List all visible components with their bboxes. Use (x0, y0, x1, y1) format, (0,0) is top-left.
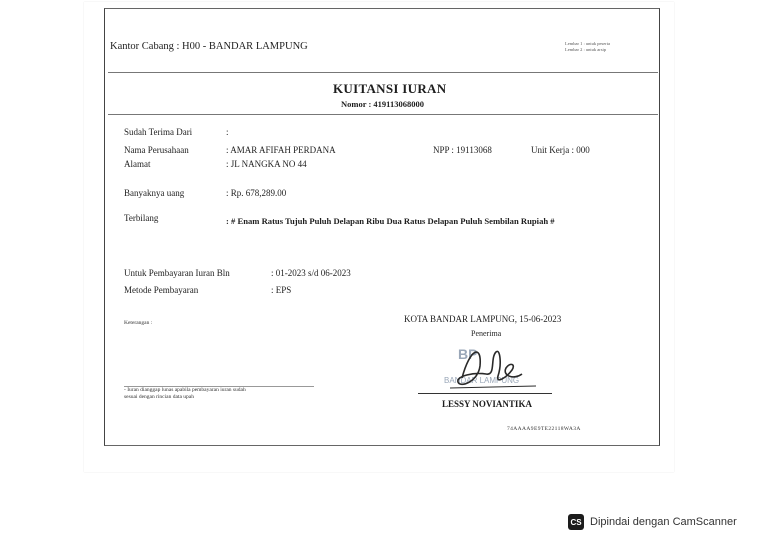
metode-label: Metode Pembayaran (124, 285, 199, 295)
untuk-pembayaran-value: : 01-2023 s/d 06-2023 (271, 268, 351, 278)
metode-value: : EPS (271, 285, 292, 295)
terbilang-label: Terbilang (124, 213, 159, 223)
stamp-text-bottom: BANDAR LAMPUNG (444, 376, 520, 385)
signature-icon (440, 338, 560, 400)
banyaknya-value: : Rp. 678,289.00 (226, 188, 287, 198)
note-line-2: sesuai dengan rincian data upah (124, 394, 194, 400)
camscanner-text: Dipindai dengan CamScanner (590, 516, 737, 528)
signature-line (418, 393, 552, 394)
untuk-pembayaran-label: Untuk Pembayaran Iuran Bln (124, 268, 230, 278)
note-line-1: - Iuran dianggap lunas apabila pembayaran iuran sudah (124, 387, 246, 393)
corner-note-1: Lembar 1 : untuk peserta (565, 41, 610, 46)
nama-perusahaan-value: : AMAR AFIFAH PERDANA (226, 145, 336, 155)
alamat-value: : JL NANGKA NO 44 (226, 159, 307, 169)
nama-perusahaan-label: Nama Perusahaan (124, 145, 189, 155)
camscanner-badge (560, 510, 756, 534)
title-divider (108, 114, 658, 115)
branch-office: Kantor Cabang : H00 - BANDAR LAMPUNG (110, 41, 308, 52)
receipt-title: KUITANSI IURAN (333, 81, 447, 96)
signer-name: LESSY NOVIANTIKA (442, 399, 532, 409)
receipt-border (104, 8, 660, 446)
alamat-label: Alamat (124, 159, 151, 169)
stamp-signature (440, 338, 560, 400)
unit-kerja-value: Unit Kerja : 000 (531, 145, 590, 155)
banyaknya-label: Banyaknya uang (124, 188, 185, 198)
receipt-number: Nomor : 419113068000 (341, 99, 424, 109)
print-code: 74AAAA9E9TE22118WA3A (507, 426, 581, 432)
note-divider (124, 386, 314, 387)
sudah-terima-label: Sudah Terima Dari (124, 127, 193, 137)
top-divider (108, 72, 658, 73)
stamp-text-top: BP (458, 346, 478, 362)
terbilang-value: : # Enam Ratus Tujuh Puluh Delapan Ribu Dua Ratus Delapan Puluh Sembilan Rupiah # (226, 216, 555, 226)
keterangan-label: Keterangan : (124, 320, 153, 326)
place-date: KOTA BANDAR LAMPUNG, 15-06-2023 (404, 314, 562, 324)
sudah-terima-value: : (226, 127, 229, 137)
camscanner-icon: CS (568, 514, 584, 530)
npp-value: NPP : 19113068 (433, 145, 492, 155)
corner-note-2: Lembar 2 : untuk arsip (565, 47, 606, 52)
penerima-label: Penerima (471, 329, 502, 338)
